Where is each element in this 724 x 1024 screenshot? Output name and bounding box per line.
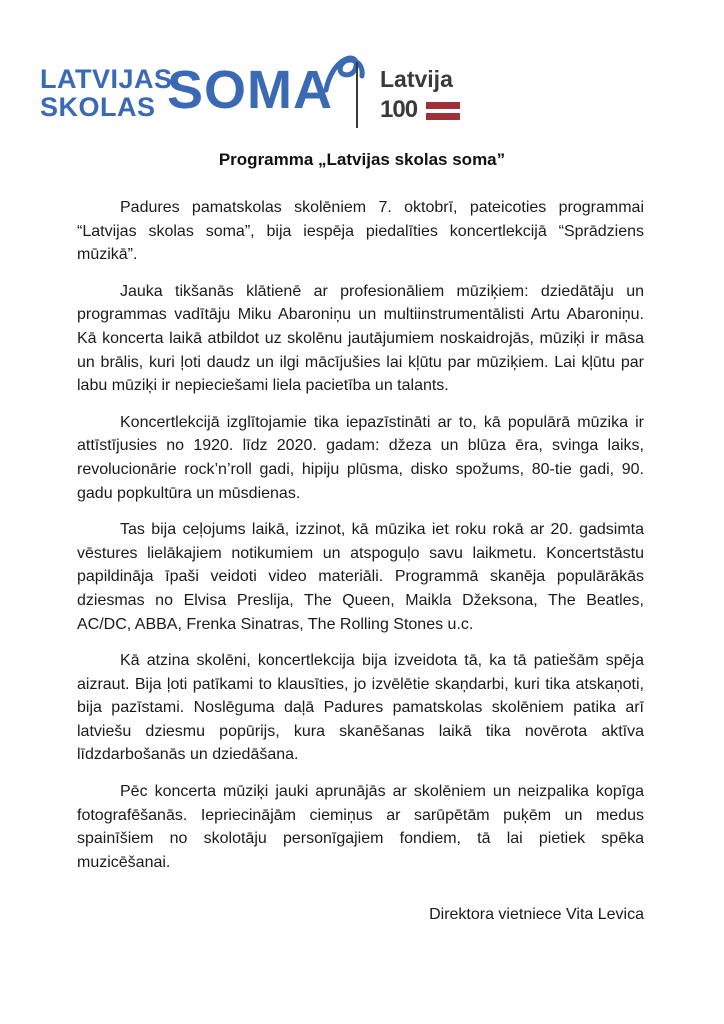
logo-line-skolas: SKOLAS: [40, 92, 156, 122]
ribbon-knot-icon: [318, 46, 370, 116]
paragraph: Kā atzina skolēni, koncertlekcija bija izveidota tā, ka tā patiešām spēja aizraut. Bija ļoti patīkami to klausīties, jo izvēlētie skaņdarbi, kuri tika atskaņoti, bija pazīstami. Noslēguma daļā Padures pamatskolas skolēniem patika arī latviešu dziesmu popūrijs, kura skanēšanas laikā tika novērota aktīva līdzdarbošanās un dziedāšana.: [77, 652, 644, 764]
paragraph: Pēc koncerta mūziķi jauki aprunājās ar skolēniem un neizpalika kopīga fotografēšanās. Iepriecinājām ciemiņus ar sarūpētām puķēm un medus spainīšiem no skolotāju personīgajiem fondiem, tā lai pietiek spēka muzicēšanai.: [77, 783, 644, 871]
latvija-100-number: 100: [380, 96, 418, 123]
logo-small-words: [40, 66, 173, 122]
program-logo: [40, 44, 470, 134]
article-body: [77, 196, 644, 887]
paragraph: Koncertlekcijā izglītojamie tika iepazīstināti ar to, kā populārā mūzika ir attīstījusies no 1920. līdz 2020. gadam: džeza un blūza ēra, svinga laiks, revolucionārie rock’n’roll gadi, hipiju plūsma, disko spožums, 80-tie gadi, 90. gadu popkultūra un mūsdienas.: [77, 413, 644, 502]
latvija-100-mark: [380, 96, 470, 124]
signature: Direktora vietniece Vita Levica: [429, 906, 644, 923]
paragraph: Jauka tikšanās klātienē ar profesionāliem mūziķiem: dziedātāju un programmas vadītāju Miku Abaroniņu un multiinstrumentālisti Artu Abaroniņu. Kā koncerta laikā atbildot uz skolēnu jautājumiem noskaidrojās, mūziķi ir māsa un brālis, kuri ļoti daudz un ilgi mācījušies lai kļūtu par mūziķiem. Lai kļūtu par labu mūziķi ir nepieciešami liela pacietība un talants.: [77, 282, 644, 395]
latvija-100-label: Latvija: [380, 66, 453, 92]
logo-divider: [356, 62, 358, 128]
paragraph: Padures pamatskolas skolēniem 7. oktobrī, pateicoties programmai “Latvijas skolas soma”, bija iespēja piedalīties koncertlekcijā “Sprādziens mūzikā”.: [77, 199, 644, 264]
latvian-flag-icon: [426, 102, 460, 120]
document-title: Programma „Latvijas skolas soma”: [218, 150, 506, 169]
logo-soma-word: SOMA: [167, 60, 333, 120]
logo-line-latvijas: LATVIJAS: [40, 64, 173, 94]
paragraph: Tas bija ceļojums laikā, izzinot, kā mūzika iet roku rokā ar 20. gadsimta vēstures lielākajiem notikumiem un atspoguļo savu laikmetu. Koncertstāstu papildināja īpaši veidoti video materiāli. Programmā skanēja populārākās dziesmas no Elvisa Preslija, The Queen, Maikla Džeksona, The Beatles, AC/DC, ABBA, Frenka Sinatras, The Rolling Stones u.c.: [77, 521, 644, 633]
